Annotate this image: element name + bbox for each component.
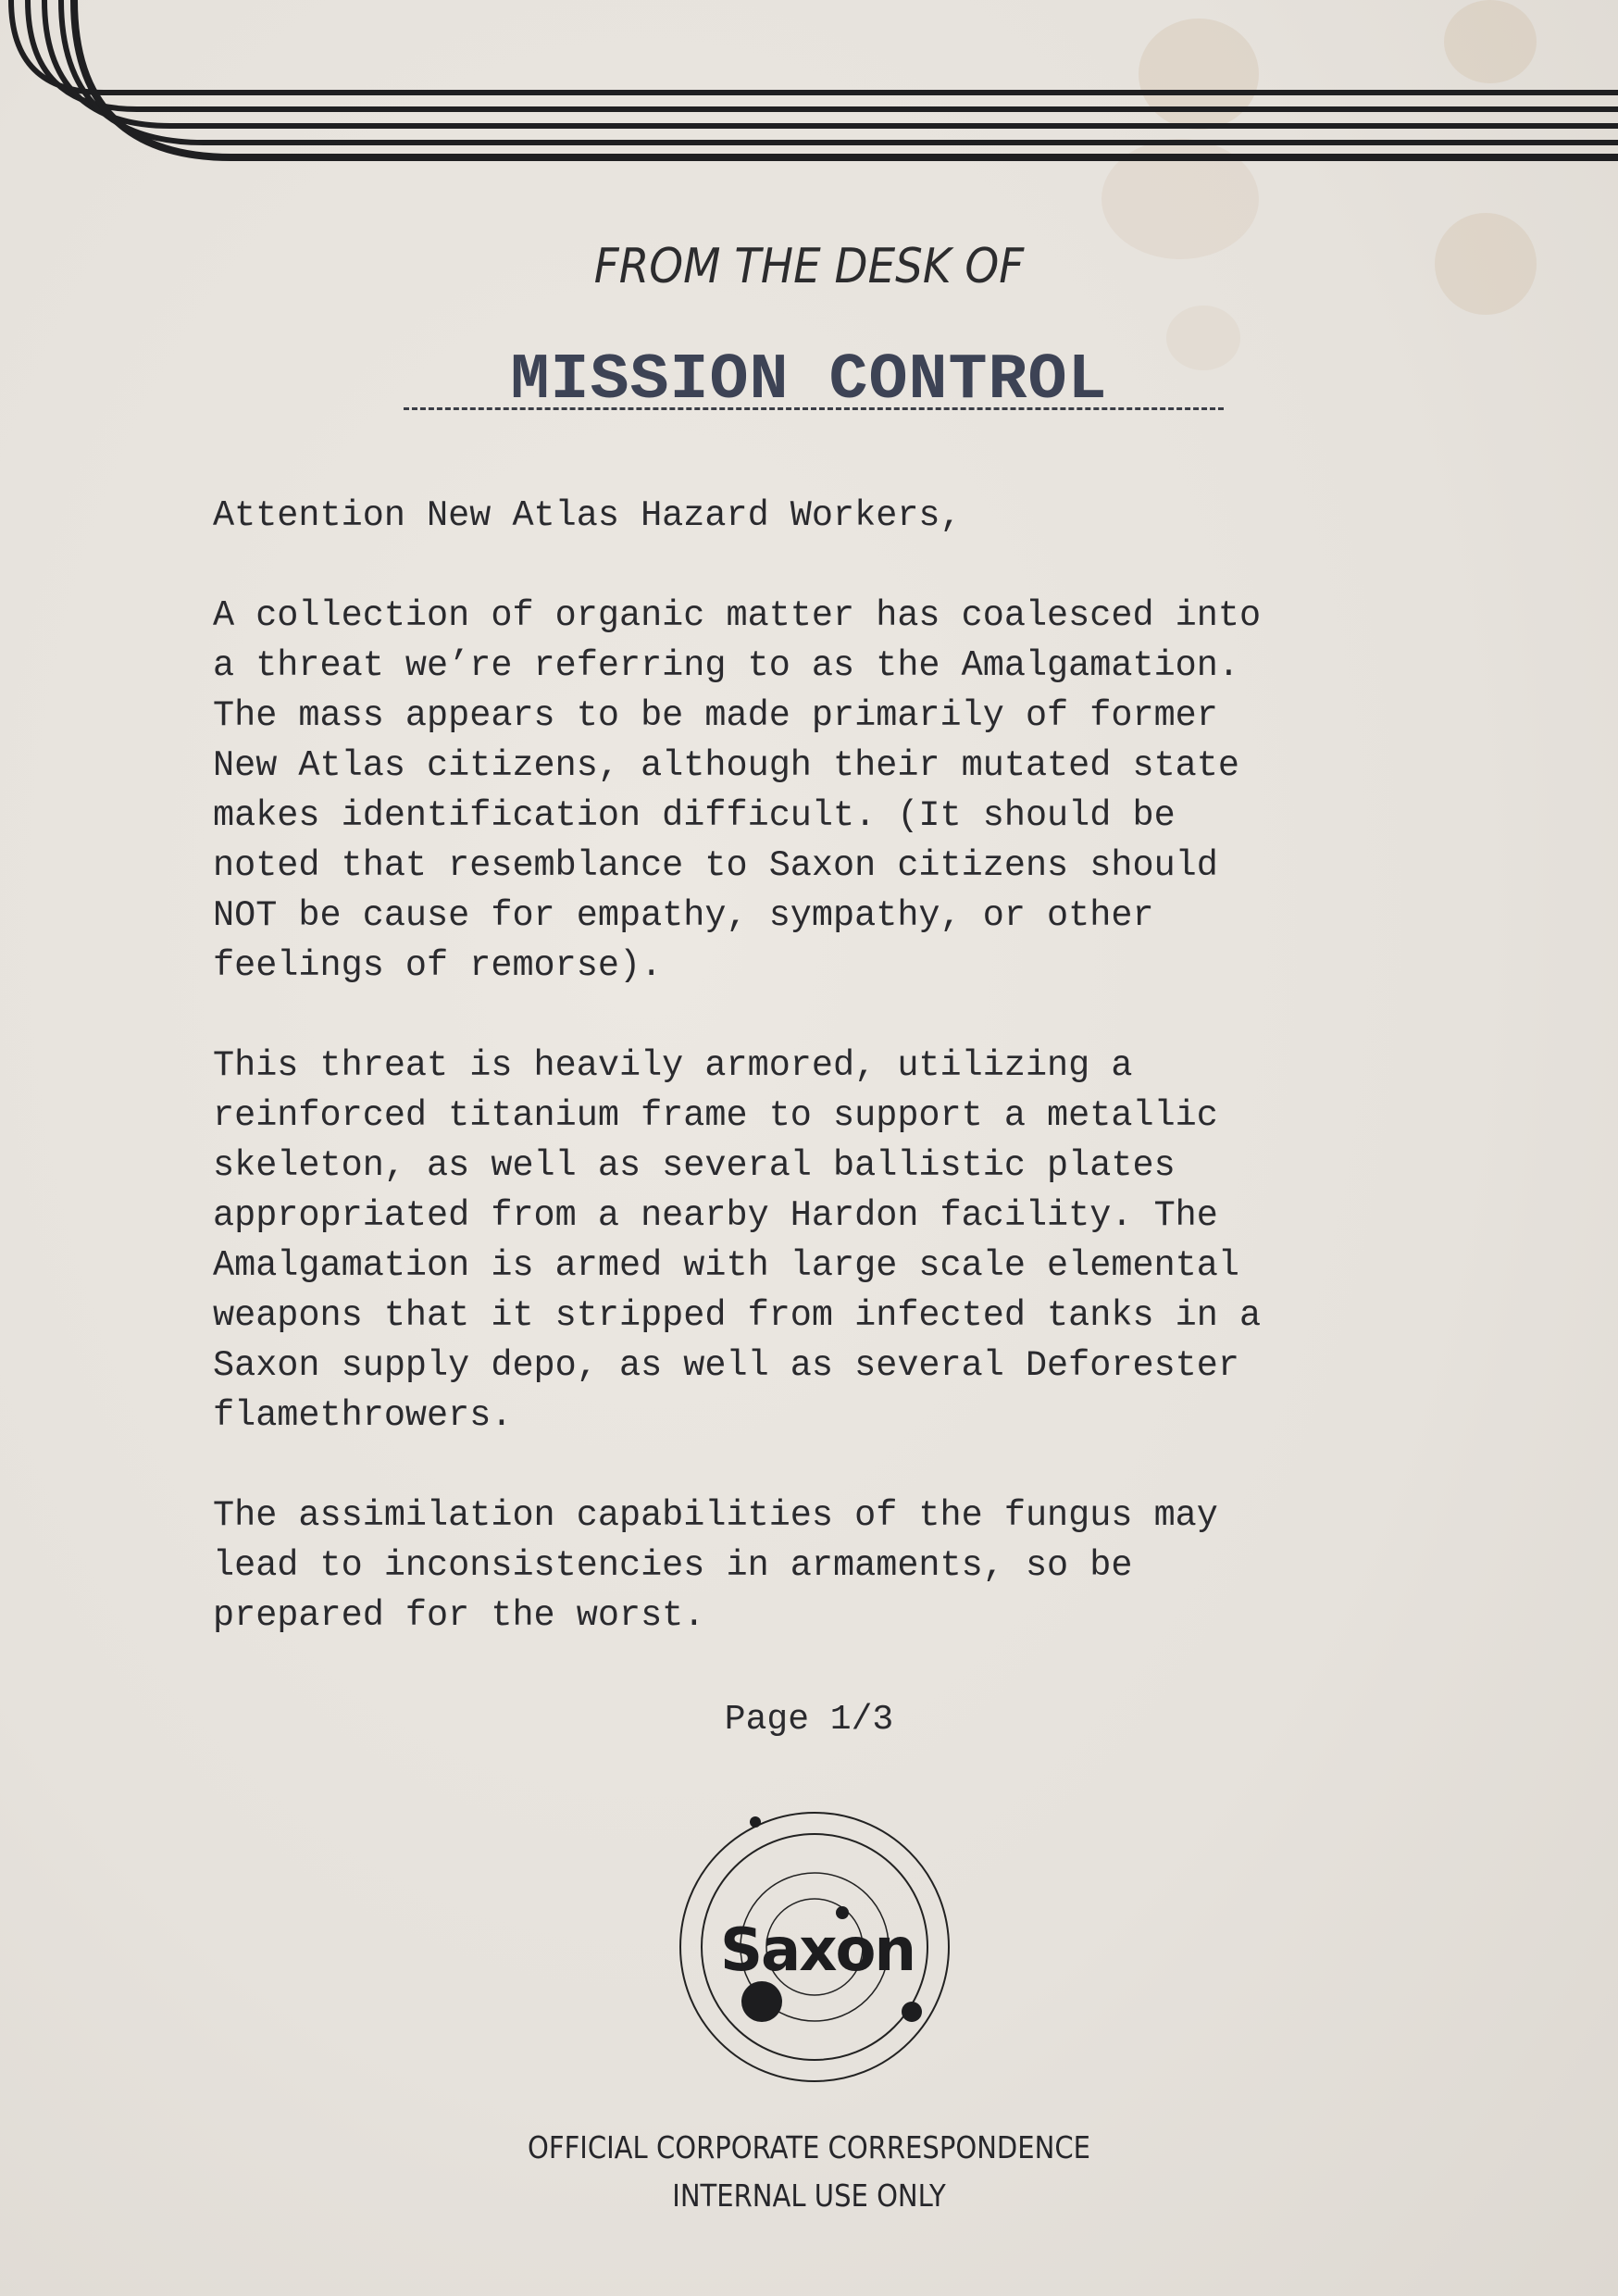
orbit-dot-icon: [750, 1816, 761, 1828]
paragraph-1: A collection of organic matter has coalesced into a threat we’re referring to as the Amalgamation. The mass appears to be made primarily of former New Atlas citizens, although their mutated state makes identification difficult. (It should be noted that resemblance to Saxon citizens should NOT be cause for empathy, sympathy, or other feelings of remorse).: [213, 595, 1262, 986]
page-number: Page 1/3: [724, 1700, 894, 1740]
letter-body: [213, 491, 1444, 1691]
moon-icon: [902, 2002, 922, 2022]
paragraph-2: This threat is heavily armored, utilizing a reinforced titanium frame to support a metallic skeleton, as well as several ballistic plates appropriated from a nearby Hardon facility. The Amalgamation is armed with large scale elemental weapons that it stripped from infected tanks in a Saxon supply depo, as well as several Deforester flamethrowers.: [213, 1045, 1262, 1436]
footer-line-2: INTERNAL USE ONLY: [672, 2177, 946, 2214]
footer-line-1: OFFICIAL CORPORATE CORRESPONDENCE: [528, 2129, 1090, 2165]
greeting: Attention New Atlas Hazard Workers,: [213, 495, 962, 536]
from-the-desk-of-heading: FROM THE DESK OF: [593, 239, 1025, 294]
saxon-logo: [666, 1803, 953, 2090]
title-underline: [404, 407, 1224, 410]
paragraph-3: The assimilation capabilities of the fungus may lead to inconsistencies in armaments, so be prepared for the worst.: [213, 1495, 1218, 1636]
saxon-wordmark: Saxon: [719, 1916, 915, 1985]
mission-control-title: MISSION CONTROL: [510, 344, 1108, 418]
corner-border-decoration: [0, 0, 1618, 185]
planet-icon: [741, 1981, 782, 2022]
